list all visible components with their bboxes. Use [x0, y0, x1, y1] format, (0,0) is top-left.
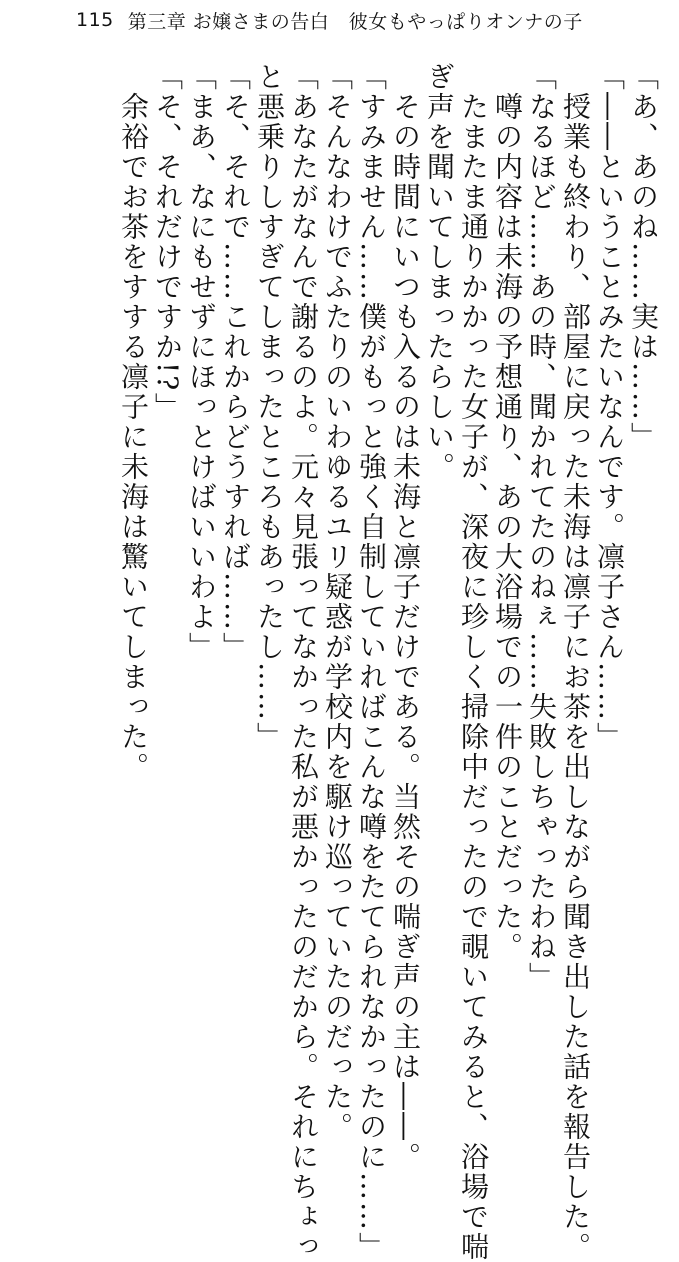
- text-line: 余裕でお茶をすする凛子に未海は驚いてしまった。: [117, 62, 150, 782]
- body-text: [116, 62, 660, 1262]
- text-line: 「あ、あのね……実は……」: [627, 62, 660, 452]
- text-line: 「まあ、なにもせずにほっとけばいいわよ」: [185, 62, 218, 662]
- text-line: 「そ、それだけですか!?」: [151, 62, 184, 423]
- text-line: 噂の内容は未海の予想通り、あの大浴場での一件のことだった。: [491, 62, 524, 962]
- text-line: 「そ、それで……これからどうすれば……」: [219, 62, 252, 662]
- text-line: ぎ声を聞いてしまったらしい。: [423, 62, 456, 482]
- text-line: 「――ということみたいなんです。凛子さん……」: [593, 62, 626, 752]
- text-line: たまたま通りかかった女子が、深夜に珍しく掃除中だったので覗いてみると、浴場で喘: [457, 62, 490, 1262]
- text-line: 「なるほど……あの時、聞かれてたのねぇ……失敗しちゃったわね」: [525, 62, 558, 992]
- page-number: 115: [76, 9, 114, 31]
- vertical-text-area: [50, 62, 660, 1262]
- text-line: 「あなたがなんで謝るのよ。元々見張ってなかった私が悪かったのだから。それにちょっ: [287, 62, 320, 1262]
- text-line: 「そんなわけでふたりのいわゆるユリ疑惑が学校内を駆け巡っていたのだった。: [321, 62, 354, 1142]
- text-line: 授業も終わり、部屋に戻った未海は凛子にお茶を出しながら聞き出した話を報告した。: [559, 62, 592, 1262]
- page-header: [76, 6, 583, 34]
- text-line: と悪乗りしすぎてしまったところもあったし……」: [253, 62, 286, 752]
- text-line: その時間にいつも入るのは未海と凛子だけである。当然その喘ぎ声の主は――。: [389, 62, 422, 1172]
- chapter-title: 第三章 お嬢さまの告白 彼女もやっぱりオンナの子: [127, 10, 583, 33]
- text-line: 「すみません……僕がもっと強く自制していればこんな噂をたてられなかったのに……」: [355, 62, 388, 1262]
